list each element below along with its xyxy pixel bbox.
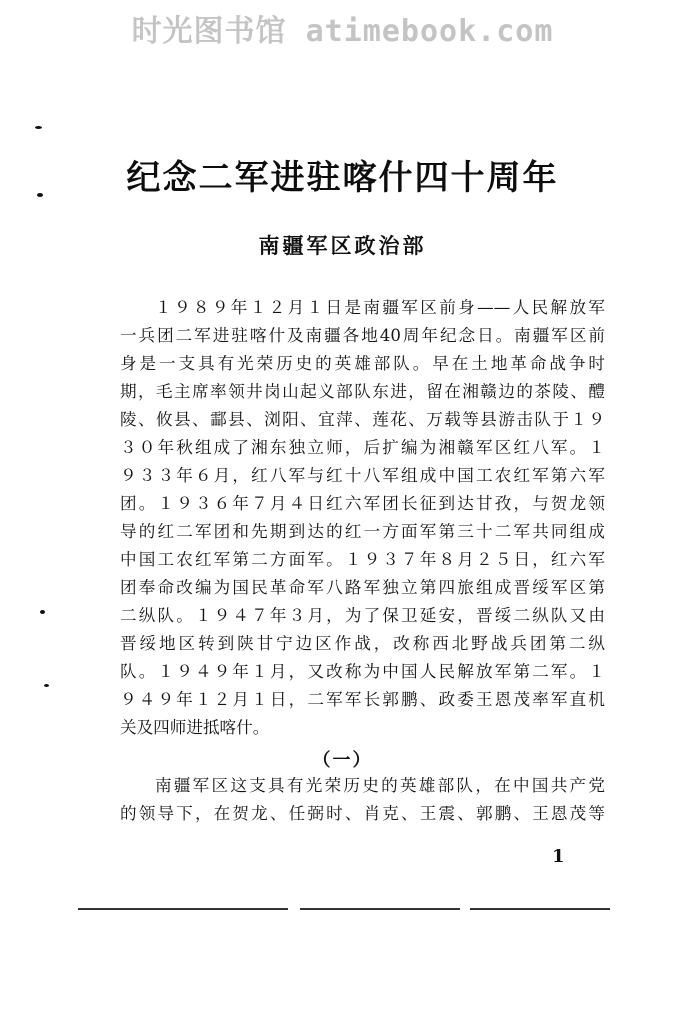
body-line: 关及四师进抵喀什。 xyxy=(120,718,270,737)
body-line: 队。１９４９年１月，又改称为中国人民解放军第二军。１ xyxy=(120,662,605,681)
body-line: 导的红二军团和先期到达的红一方面军第三十二军共同组成 xyxy=(120,522,605,541)
article-title: 纪念二军进驻喀什四十周年 xyxy=(126,158,559,198)
scan-speck xyxy=(40,610,45,614)
watermark: 时光图书馆 atimebook.com xyxy=(131,14,554,49)
footer-rule xyxy=(300,908,460,910)
footer-rule xyxy=(78,908,288,910)
scan-speck xyxy=(44,684,49,687)
body-line: 的领导下，在贺龙、任弼时、肖克、王震、郭鹏、王恩茂等 xyxy=(120,804,605,823)
scan-speck xyxy=(37,193,43,197)
body-line: 团奉命改编为国民革命军八路军独立第四旅组成晋绥军区第 xyxy=(120,578,605,597)
footer-rule xyxy=(470,908,610,910)
body-line: 二纵队。１９４７年３月，为了保卫延安，晋绥二纵队又由 xyxy=(120,606,605,625)
body-line: 一兵团二军进驻喀什及南疆各地40周年纪念日。南疆军区前 xyxy=(120,326,605,345)
page-number: 1 xyxy=(552,846,565,867)
body-line: ３０年秋组成了湘东独立师，后扩编为湘赣军区红八军。１ xyxy=(120,438,605,457)
body-line: ９３３年６月，红八军与红十八军组成中国工农红军第六军 xyxy=(120,466,605,485)
body-line: 中国工农红军第二方面军。１９３７年８月２５日，红六军 xyxy=(120,550,605,569)
body-line: 团。１９３６年７月４日红六军团长征到达甘孜，与贺龙领 xyxy=(120,494,605,513)
body-line: 期，毛主席率领井岗山起义部队东进，留在湘赣边的茶陵、醴 xyxy=(120,382,605,401)
body-line: 陵、攸县、酃县、浏阳、宜萍、莲花、万载等县游击队于１９ xyxy=(120,410,605,429)
section-heading: （一） xyxy=(312,750,373,771)
body-line: １９８９年１２月１日是南疆军区前身——人民解放军 xyxy=(155,298,605,317)
article-author: 南疆军区政治部 xyxy=(258,234,427,258)
body-line: 身是一支具有光荣历史的英雄部队。早在土地革命战争时 xyxy=(120,354,605,373)
body-line: 晋绥地区转到陕甘宁边区作战，改称西北野战兵团第二纵 xyxy=(120,634,605,653)
body-line: 南疆军区这支具有光荣历史的英雄部队，在中国共产党 xyxy=(155,776,605,795)
body-line: ９４９年１２月１日，二军军长郭鹏、政委王恩茂率军直机 xyxy=(120,690,605,709)
scan-speck xyxy=(35,126,42,129)
